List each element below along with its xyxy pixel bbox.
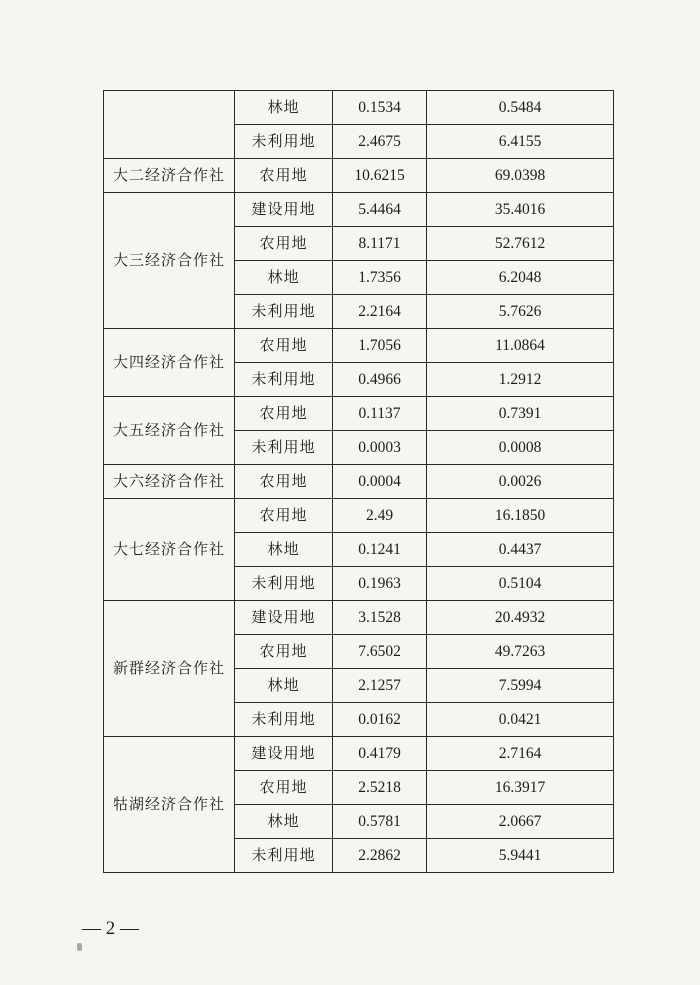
area-value-cell: 3.1528: [333, 601, 427, 635]
land-type-cell: 未利用地: [235, 295, 333, 329]
cooperative-name-cell: 大五经济合作社: [104, 397, 235, 465]
land-type-cell: 农用地: [235, 329, 333, 363]
amount-value-cell: 11.0864: [427, 329, 614, 363]
area-value-cell: 1.7056: [333, 329, 427, 363]
amount-value-cell: 6.2048: [427, 261, 614, 295]
amount-value-cell: 0.5104: [427, 567, 614, 601]
table-row: [104, 737, 614, 771]
area-value-cell: 7.6502: [333, 635, 427, 669]
land-type-cell: 农用地: [235, 159, 333, 193]
land-type-cell: 未利用地: [235, 125, 333, 159]
amount-value-cell: 16.1850: [427, 499, 614, 533]
amount-value-cell: 6.4155: [427, 125, 614, 159]
area-value-cell: 2.2862: [333, 839, 427, 873]
land-type-cell: 未利用地: [235, 703, 333, 737]
area-value-cell: 10.6215: [333, 159, 427, 193]
amount-value-cell: 0.0421: [427, 703, 614, 737]
cooperative-name-cell: 大四经济合作社: [104, 329, 235, 397]
land-type-cell: 建设用地: [235, 601, 333, 635]
land-type-cell: 林地: [235, 805, 333, 839]
area-value-cell: 0.1963: [333, 567, 427, 601]
cooperative-name-cell: 新群经济合作社: [104, 601, 235, 737]
cooperative-name-cell: 大六经济合作社: [104, 465, 235, 499]
land-type-cell: 林地: [235, 261, 333, 295]
area-value-cell: 0.0004: [333, 465, 427, 499]
table-row: [104, 159, 614, 193]
land-type-cell: 农用地: [235, 499, 333, 533]
amount-value-cell: 0.4437: [427, 533, 614, 567]
land-type-cell: 未利用地: [235, 363, 333, 397]
amount-value-cell: 16.3917: [427, 771, 614, 805]
amount-value-cell: 0.7391: [427, 397, 614, 431]
area-value-cell: 0.1137: [333, 397, 427, 431]
area-value-cell: 2.49: [333, 499, 427, 533]
land-type-cell: 林地: [235, 669, 333, 703]
area-value-cell: 2.4675: [333, 125, 427, 159]
land-type-cell: 农用地: [235, 635, 333, 669]
land-type-cell: 农用地: [235, 771, 333, 805]
area-value-cell: 0.1534: [333, 91, 427, 125]
area-value-cell: 2.2164: [333, 295, 427, 329]
table-row: [104, 499, 614, 533]
amount-value-cell: 0.0026: [427, 465, 614, 499]
amount-value-cell: 35.4016: [427, 193, 614, 227]
amount-value-cell: 49.7263: [427, 635, 614, 669]
cooperative-name-cell: 大三经济合作社: [104, 193, 235, 329]
amount-value-cell: 0.5484: [427, 91, 614, 125]
cooperative-name-cell: 牯湖经济合作社: [104, 737, 235, 873]
area-value-cell: 0.0003: [333, 431, 427, 465]
area-value-cell: 0.4179: [333, 737, 427, 771]
area-value-cell: 0.4966: [333, 363, 427, 397]
area-value-cell: 1.7356: [333, 261, 427, 295]
land-type-cell: 林地: [235, 91, 333, 125]
amount-value-cell: 52.7612: [427, 227, 614, 261]
scan-speck: [77, 943, 82, 951]
table-row: [104, 465, 614, 499]
table-row: [104, 91, 614, 125]
amount-value-cell: 69.0398: [427, 159, 614, 193]
amount-value-cell: 5.9441: [427, 839, 614, 873]
table-row: [104, 193, 614, 227]
area-value-cell: 5.4464: [333, 193, 427, 227]
amount-value-cell: 20.4932: [427, 601, 614, 635]
land-area-table: [103, 90, 614, 873]
amount-value-cell: 2.7164: [427, 737, 614, 771]
amount-value-cell: 7.5994: [427, 669, 614, 703]
area-value-cell: 2.5218: [333, 771, 427, 805]
amount-value-cell: 5.7626: [427, 295, 614, 329]
cooperative-name-cell: 大二经济合作社: [104, 159, 235, 193]
land-type-cell: 建设用地: [235, 193, 333, 227]
land-type-cell: 建设用地: [235, 737, 333, 771]
land-type-cell: 未利用地: [235, 567, 333, 601]
table-row: [104, 397, 614, 431]
land-type-cell: 农用地: [235, 397, 333, 431]
amount-value-cell: 0.0008: [427, 431, 614, 465]
land-type-cell: 农用地: [235, 227, 333, 261]
amount-value-cell: 2.0667: [427, 805, 614, 839]
area-value-cell: 0.1241: [333, 533, 427, 567]
land-type-cell: 未利用地: [235, 839, 333, 873]
amount-value-cell: 1.2912: [427, 363, 614, 397]
land-type-cell: 林地: [235, 533, 333, 567]
page-number: — 2 —: [82, 918, 139, 939]
table-row: [104, 329, 614, 363]
land-type-cell: 农用地: [235, 465, 333, 499]
area-value-cell: 2.1257: [333, 669, 427, 703]
area-value-cell: 0.5781: [333, 805, 427, 839]
area-value-cell: 8.1171: [333, 227, 427, 261]
area-value-cell: 0.0162: [333, 703, 427, 737]
table-row: [104, 601, 614, 635]
cooperative-name-cell: [104, 91, 235, 159]
land-type-cell: 未利用地: [235, 431, 333, 465]
land-area-table-body: [104, 91, 614, 873]
cooperative-name-cell: 大七经济合作社: [104, 499, 235, 601]
